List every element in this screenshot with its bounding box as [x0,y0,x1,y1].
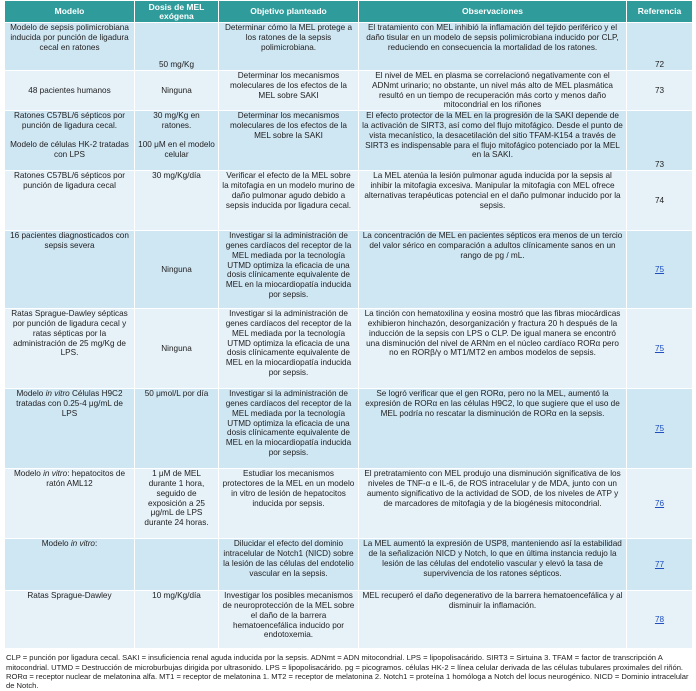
cell-dose [135,539,219,591]
reference-link[interactable]: 78 [654,614,665,624]
cell-observations: La MEL aumentó la expresión de USP8, manteniendo así la estabilidad de la señalización NICD y Notch, lo que en última instancia redujo la lesión de las células del endotelio vascular y elevó la tasa de supervivencia de los ratones sépticos. [359,539,627,591]
cell-objective: Verificar el efecto de la MEL sobre la mitofagia en un modelo murino de daño pulmonar agudo debido a sepsis inducida por ligadura cecal. [219,171,359,231]
cell-model: Ratas Sprague-Dawley sépticas por punción de ligadura cecal y ratas sépticas por la administración de 25 mg/Kg de LPS. [5,309,135,389]
cell-reference [627,539,693,591]
model-prefix: Modelo [13,469,41,479]
model-rest: : [94,539,98,549]
reference-link[interactable]: 75 [654,264,665,274]
cell-dose-part-b: 100 μM en el modelo celular [138,139,215,159]
cell-dose-part-a: 30 mg/Kg en ratones. [153,111,200,130]
reference-link[interactable]: 75 [654,423,665,433]
table-row [5,111,693,171]
table-row [5,389,693,469]
header-observations: Observaciones [359,1,627,23]
header-model: Modelo [5,1,135,23]
cell-dose [135,111,219,171]
table-row [5,309,693,389]
cell-reference [627,469,693,539]
model-italic: in vitro [43,469,68,479]
cell-observations: MEL recuperó el daño degenerativo de la barrera hematoencefálica y al disminuir la inflamación. [359,591,627,649]
cell-objective: Determinar cómo la MEL protege a los ratones de la sepsis polimicrobiana. [219,23,359,71]
model-rest: Células H9C2 tratadas con 0.25-4 μg/mL de LPS [16,389,123,418]
cell-model-part-b: Modelo de células HK-2 tratadas con LPS [10,139,129,159]
cell-objective: Estudiar los mecanismos protectores de la MEL en un modelo in vitro de lesión de hepatocitos inducida por sepsis. [219,469,359,539]
cell-objective: Investigar los posibles mecanismos de neuroprotección de la MEL sobre el daño de la barrera hematoencefálica inducido por endotoxemia. [219,591,359,649]
cell-dose: 50 mg/Kg [135,23,219,71]
table-row [5,591,693,649]
table-row [5,71,693,111]
cell-dose: Ninguna [135,309,219,389]
cell-objective: Investigar si la administración de genes cardíacos del receptor de la MEL mediada por la tecnología UTMD optimiza la eficacia de una dosis clínicamente equivalente de MEL en la miocardiopatía inducida por sepsis. [219,389,359,469]
cell-model [5,389,135,469]
cell-model [5,539,135,591]
model-prefix: Modelo [16,389,44,399]
cell-observations: El nivel de MEL en plasma se correlacionó negativamente con el ADNmt urinario; no obstante, un nivel más alto de MEL plasmática resultó en un tiempo de recuperación más corto y menos daño mitocondrial en los riñones [359,71,627,111]
cell-dose: 1 μM de MEL durante 1 hora, seguido de exposición a 25 μg/mL de LPS durante 24 horas. [135,469,219,539]
cell-observations: Se logró verificar que el gen RORα, pero no la MEL, aumentó la expresión de RORα en las células H9C2, lo que sugiere que el uso de MEL podría no rescatar la disminución de RORα en la sepsis. [359,389,627,469]
cell-reference: 73 [627,111,693,171]
model-italic: in vitro [45,389,70,399]
mel-sepsis-table [4,0,693,649]
reference-link[interactable]: 75 [654,343,665,353]
cell-dose: 30 mg/Kg/día [135,171,219,231]
cell-reference [627,591,693,649]
cell-model: Modelo de sepsis polimicrobiana inducida por punción de ligadura cecal en ratones [5,23,135,71]
cell-reference: 74 [627,171,693,231]
cell-dose: Ninguna [135,231,219,309]
cell-objective: Investigar si la administración de genes cardíacos del receptor de la MEL mediada por la tecnología UTMD optimiza la eficacia de una dosis clínicamente equivalente de MEL en la miocardiopatía inducida por sepsis. [219,231,359,309]
reference-link[interactable]: 76 [654,498,665,508]
cell-observations: El pretratamiento con MEL produjo una disminución significativa de los niveles de TNF-α e IL-6, de ROS intracelular y de MDA, junto con un aumento significativo de la actividad de SOD, de los niveles de ATP y de marcadores de mitofagia y de la biogénesis mitocondrial. [359,469,627,539]
cell-objective: Investigar si la administración de genes cardíacos del receptor de la MEL mediada por la tecnología UTMD optimiza la eficacia de una dosis clínicamente equivalente de MEL en la miocardiopatía inducida por sepsis. [219,309,359,389]
table-header-row [5,1,693,23]
cell-model: 16 pacientes diagnosticados con sepsis severa [5,231,135,309]
header-reference: Referencia [627,1,693,23]
header-dose: Dosis de MEL exógena [135,1,219,23]
model-italic: in vitro [70,539,95,549]
cell-reference: 72 [627,23,693,71]
table-row [5,171,693,231]
cell-reference [627,309,693,389]
cell-dose: 10 mg/Kg/día [135,591,219,649]
cell-observations: El tratamiento con MEL inhibió la inflamación del tejido periférico y el daño tisular en un modelo de sepsis polimicrobiana inducido por CLP, reduciendo en consecuencia la mortalidad de los ratones. [359,23,627,71]
cell-model [5,469,135,539]
table-row [5,539,693,591]
cell-model [5,111,135,171]
cell-model: Ratones C57BL/6 sépticos por punción de ligadura cecal [5,171,135,231]
cell-objective: Determinar los mecanismos moleculares de los efectos de la MEL sobre SAKI [219,71,359,111]
cell-model: 48 pacientes humanos [5,71,135,111]
reference-link[interactable]: 77 [654,559,665,569]
cell-observations: La MEL atenúa la lesión pulmonar aguda inducida por la sepsis al inhibir la mitofagia excesiva. Manipular la mitofagia con MEL ofrece alternativas terapéuticas potencial en el daño pulmonar inducido por la sepsis. [359,171,627,231]
table-row [5,23,693,71]
cell-observations: La concentración de MEL en pacientes sépticos era menos de un tercio del valor sérico en comparación a adultos clínicamente sanos en un rango de pg / mL. [359,231,627,309]
cell-objective: Determinar los mecanismos moleculares de los efectos de la MEL sobre la SAKI [219,111,359,171]
document-page [4,0,692,691]
cell-reference [627,231,693,309]
table-footnote: CLP = punción por ligadura cecal. SAKI = insuficiencia renal aguda inducida por la sepsis. ADNmt = ADN mitocondrial. LPS = lipopolisacárido. SIRT3 = Sirtuina 3. TFAM = factor de transcripción A mitocondrial. UTMD = Destrucción de microburbujas dirigida por ultrasonido. LPS = lipopolisacárido. pg = picogramos. células HK-2 = línea celular derivada de las células tubulares proximales del riñón. RORα = receptor nuclear de melatonina alfa. MT1 = receptor de melatonina 1. MT2 = receptor de melatonina 2. Notch1 = proteína 1 homóloga a Notch del locus neurogénico. NICD = Dominio intracelular de Notch. [6,653,689,691]
header-objective: Objetivo planteado [219,1,359,23]
cell-reference: 73 [627,71,693,111]
cell-dose: Ninguna [135,71,219,111]
cell-dose: 50 μmol/L por día [135,389,219,469]
cell-observations: El efecto protector de la MEL en la progresión de la SAKI depende de la activación de SIRT3, así como del flujo mitofágico. Desde el punto de vista mecanístico, la desacetilación del sitio TFAM-K154 a través de SIRT3 es indispensable para el flujo mitofágico potenciado por la MEL en la SAKI. [359,111,627,171]
cell-model-part-a: Ratones C57BL/6 sépticos por punción de ligadura cecal. [13,111,126,130]
cell-observations: La tinción con hematoxilina y eosina mostró que las fibras miocárdicas exhibieron hinchazón, desorganización y fractura 20 h después de la inducción de la sepsis con LPS o CLP. De igual manera se encontró una disminución del nivel de ARNm en el núcleo cardíaco RORα pero no en RORβ/γ o MT1/MT2 en ambos modelos de sepsis. [359,309,627,389]
cell-reference [627,389,693,469]
cell-objective: Dilucidar el efecto del dominio intracelular de Notch1 (NICD) sobre la lesión de las células del endotelio vascular en la sepsis. [219,539,359,591]
cell-model: Ratas Sprague-Dawley [5,591,135,649]
model-prefix: Modelo [41,539,69,549]
table-row [5,469,693,539]
model-rest: : hepatocitos de ratón AML12 [46,469,126,488]
table-row [5,231,693,309]
